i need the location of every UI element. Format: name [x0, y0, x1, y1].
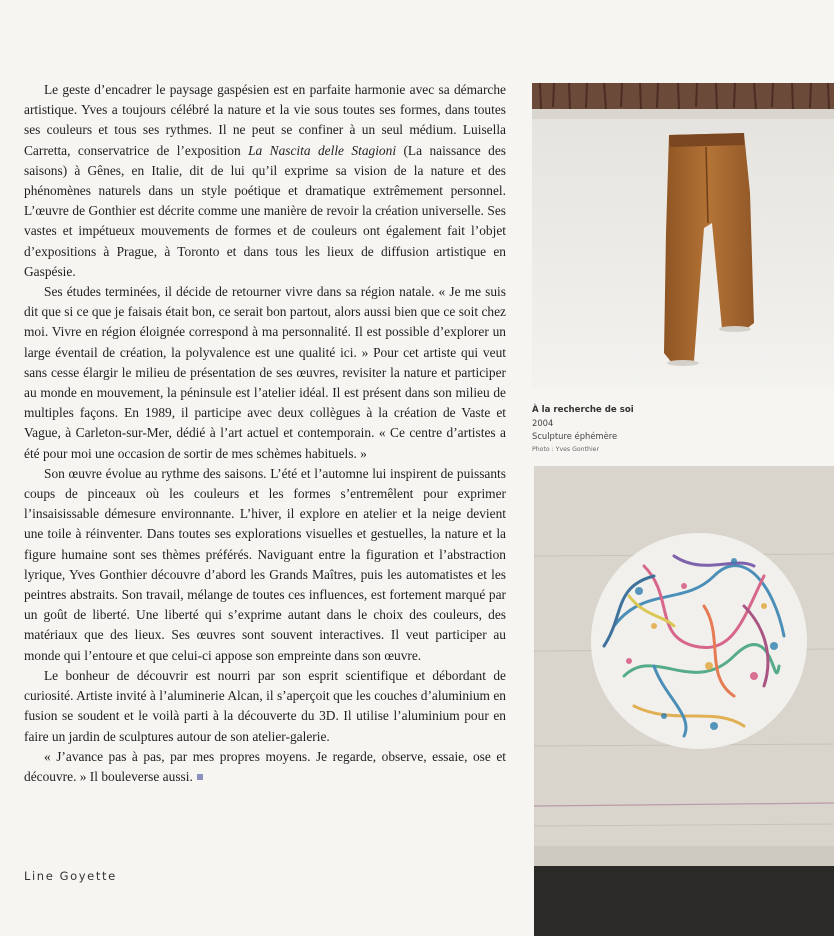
paragraph-1-part-b: (La naissance des saisons) à Gênes, en Italie, dit de lui qu’il exprime sa vision de la nature et des phénomènes naturels dans un style poétique et dramatique extrêmement personnel. L’œuvre de Gonthier est décrite comme une manière de revoir la création universelle. Ses vastes et impétueux mouvements de formes et de couleurs ont également fait l’objet d’expositions à Prague, à Toronto et dans tous les lieux de diffusion artistique en Gaspésie.	[24, 142, 507, 279]
caption-medium: Sculpture éphémère	[532, 431, 618, 441]
exhibition-title: La Nascita delle Stagioni	[248, 142, 397, 158]
author-signature: Line Goyette	[24, 869, 117, 883]
end-of-article-square-icon	[197, 774, 203, 780]
paragraph-5	[24, 747, 506, 787]
paragraph-1	[24, 80, 506, 282]
paragraph-4: Le bonheur de découvrir est nourri par son esprit scientifique et débordant de curiosité. Artiste invité à l’aluminerie Alcan, il s’aperçoit que les couches d’aluminium en fusion se soudent et le voilà parti à la découverte du 3D. Il utilise l’aluminium pour en faire un jardin de sculptures autour de son atelier-galerie.	[24, 667, 506, 744]
article-body	[24, 80, 506, 787]
caption-photo-credit: Photo : Yves Gonthier	[532, 446, 600, 453]
photo-painted-circle	[534, 466, 834, 936]
paragraph-5-text: « J’avance pas à pas, par mes propres moyens. Je regarde, observe, essaie, ose et découvre. » Il bouleverse aussi.	[24, 748, 506, 784]
paragraph-2: Ses études terminées, il décide de retourner vivre dans sa région natale. « Je me suis dit que si ce que je faisais était bon, ce serait bon partout, alors aussi bien que ce soit chez moi. Vivre en région éloignée correspond à ma personnalité. Il est possible d’explorer un large éventail de création, la polyvalence est une qualité ici. » Pour cet artiste qui veut sans cesse élargir le milieu de présentation de ses œuvres, revisiter la nature et participer au monde en mouvement, la péninsule est l’atelier idéal. Il est présent dans son milieu de multiples façons. En 1989, il participe avec deux collègues à la création de Vaste et Vague, à Carleton-sur-Mer, dédié à l’art actuel et contemporain. « Ce centre d’artistes a été pour moi une occasion de sortir de mes schèmes habituels. »	[24, 284, 506, 461]
circular-painting-illustration	[534, 466, 834, 936]
photo-caption	[532, 404, 822, 455]
paragraph-3: Son œuvre évolue au rythme des saisons. L’été et l’automne lui inspirent de puissants coups de pinceaux où les couleurs et les formes s’entremêlent pour exprimer l’insaisissable démesure environnante. L’hiver, il explore en atelier et la neige devient une toile à réinventer. Dans toutes ses explorations visuelles et gestuelles, la nature et la figure humaine sont ses thèmes préférés. Naviguant entre la figuration et l’abstraction lyrique, Yves Gonthier découvre d’abord les Grands Maîtres, puis les automatistes et les peintres abstraits. Son travail, mélange de toutes ces influences, est fortement marqué par un goût de liberté. Une liberté qui s’exprime autant dans le choix des couleurs, des matériaux que des lieux. Ses œuvres sont souvent interactives. Il veut participer au monde qui l’entoure et que celui-ci appose son empreinte dans son œuvre.	[24, 465, 506, 663]
caption-year: 2004	[532, 418, 554, 428]
photo-pants-in-snow	[532, 83, 834, 387]
pants-sculpture-illustration	[532, 83, 834, 387]
caption-title: À la recherche de soi	[532, 405, 634, 415]
paragraph-1-part-a: Le geste d’encadrer le paysage gaspésien est en parfaite harmonie avec sa démarche artistique. Yves a toujours célébré la nature et la vie sous toutes ses formes, dans toutes ses couleurs et tous ses rythmes. Il ne peut se confiner à un seul médium. Luisella Carretta, conservatrice de l’exposition	[24, 82, 506, 158]
